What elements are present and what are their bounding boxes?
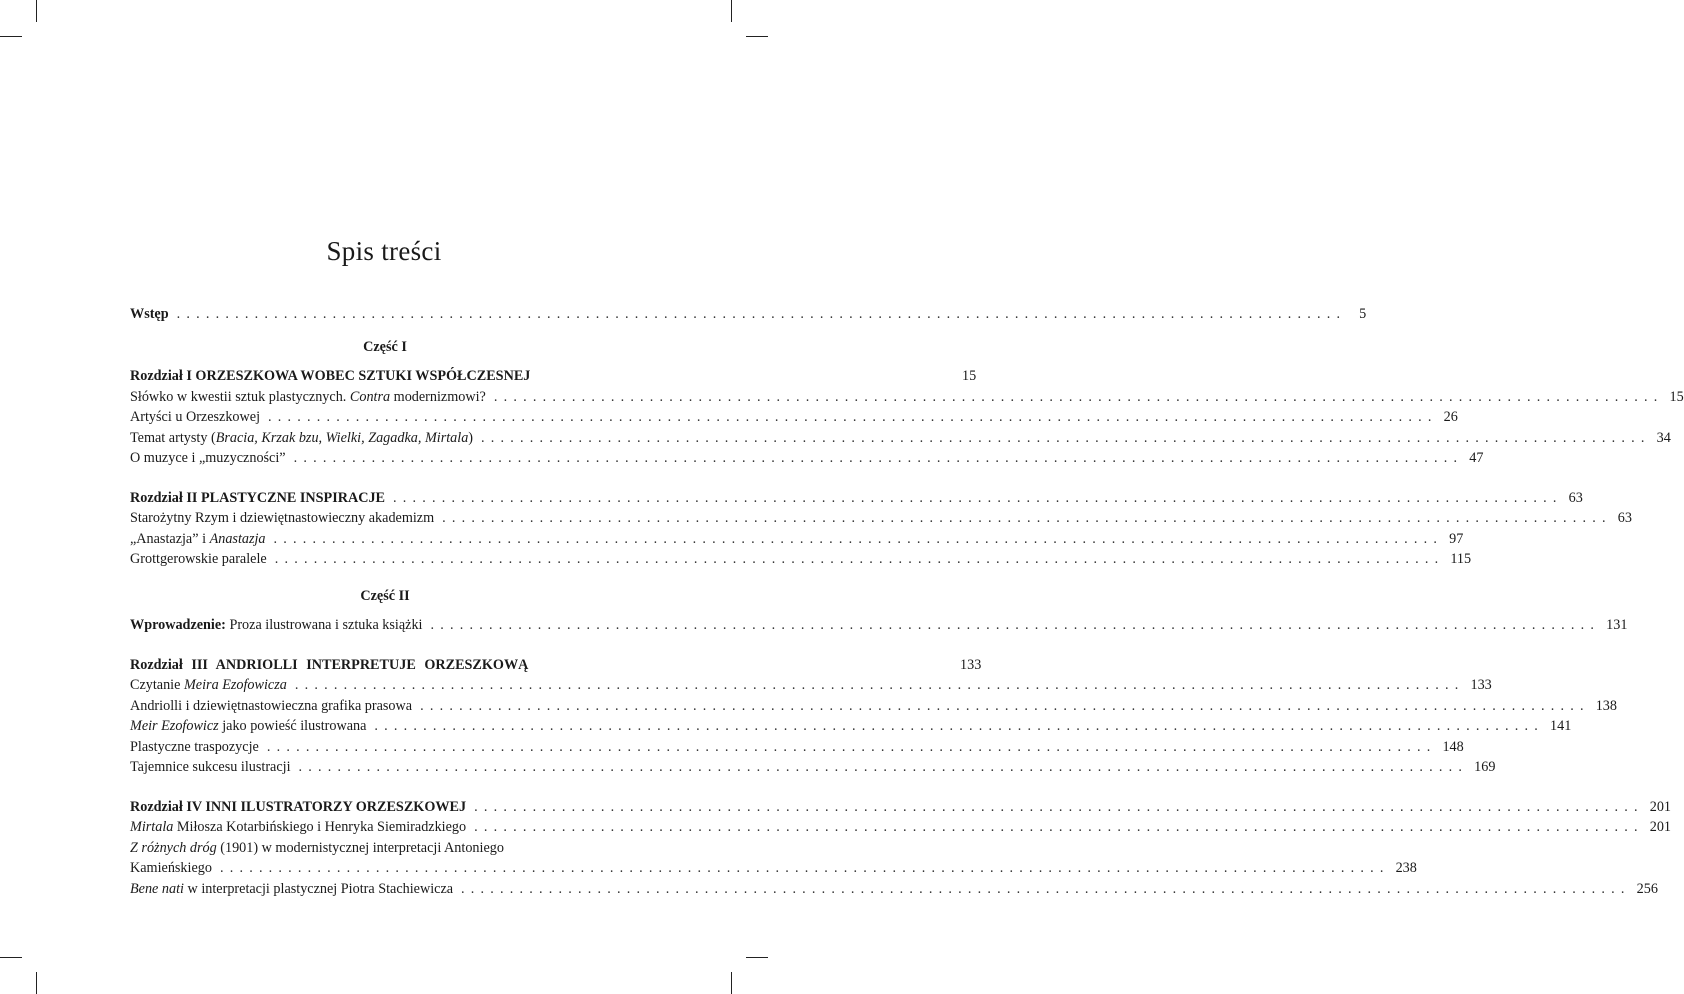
crop-mark	[746, 36, 768, 37]
dot-leader: ........................................................................................................................	[374, 718, 1545, 734]
crop-mark	[36, 972, 37, 994]
part-heading-2: Część II	[360, 587, 410, 604]
toc-item[interactable]: Czytanie Meira Ezofowicza ........................................................................................................................ 133	[130, 675, 640, 696]
toc-item[interactable]: Bene nati w interpretacji plastycznej Piotra Stachiewicza ........................................................................................................................ 256	[130, 879, 640, 900]
dot-leader: ........................................................................................................................	[442, 510, 1612, 526]
toc-page-number: 97	[1449, 530, 1464, 547]
toc-page-number: 63	[1617, 510, 1632, 526]
chapter-title: Rozdział IV INNI ILUSTRATORZY ORZESZKOWEJ	[130, 798, 467, 815]
toc-page-number: 133	[1470, 677, 1492, 693]
dot-leader: ........................................................................................................................	[298, 759, 1469, 775]
crop-mark	[36, 0, 37, 22]
dot-leader: ........................................................................................................................	[176, 306, 1347, 322]
toc-page-number: 15	[1669, 388, 1684, 405]
toc-item[interactable]: Andriolli i dziewiętnastowieczna grafika prasowa ........................................................................................................................ 138	[130, 696, 640, 717]
dot-leader: ........................................................................................................................	[294, 677, 1465, 693]
toc-item[interactable]: O muzyce i „muzyczności” ........................................................................................................................ 47	[130, 448, 640, 469]
toc-page-number: 256	[1636, 880, 1658, 897]
table-of-contents	[130, 304, 1684, 899]
dot-leader: ........................................................................................................................	[266, 738, 1437, 755]
toc-item[interactable]: „Anastazja” i Anastazja ........................................................................................................................ 97	[130, 529, 640, 550]
dot-leader: ........................................................................................................................	[268, 409, 1438, 425]
toc-item[interactable]: Tajemnice sukcesu ilustracji ........................................................................................................................ 169	[130, 757, 640, 778]
dot-leader: ........................................................................................................................	[474, 798, 1644, 815]
dot-leader: ........................................................................................................................	[493, 388, 1664, 405]
crop-mark	[731, 0, 732, 22]
toc-chapter-4[interactable]	[130, 797, 1672, 818]
toc-page-number: 201	[1649, 819, 1672, 835]
toc-page-number: 201	[1649, 798, 1672, 815]
dot-leader: ........................................................................................................................	[273, 530, 1444, 547]
toc-page-number: 63	[1568, 489, 1583, 506]
toc-page-number: 47	[1469, 450, 1484, 466]
dot-leader: ........................................................................................................................	[474, 819, 1644, 835]
toc-page-number: 169	[1474, 759, 1496, 775]
crop-mark	[731, 972, 732, 994]
chapter-title: Rozdział I ORZESZKOWA WOBEC SZTUKI WSPÓŁCZESNEJ	[130, 368, 531, 384]
toc-item-wrapped[interactable]: Z różnych dróg (1901) w modernistycznej interpretacji Antoniego	[130, 839, 504, 856]
toc-item[interactable]: Mirtala Miłosza Kotarbińskiego i Henryka Siemiradzkiego ........................................................................................................................ 201	[130, 817, 640, 838]
toc-introduction[interactable]: Wprowadzenie: Proza ilustrowana i sztuka książki ........................................................................................................................ 131	[130, 615, 640, 636]
toc-intro-label: Wstęp	[130, 306, 169, 322]
chapter-title: Rozdział III ANDRIOLLI INTERPRETUJE ORZESZKOWĄ	[130, 656, 529, 673]
toc-page-number: 15	[962, 368, 977, 384]
chapter-title: Rozdział II PLASTYCZNE INSPIRACJE	[130, 489, 386, 506]
toc-page-number: 138	[1595, 697, 1617, 714]
toc-page-number: 141	[1550, 718, 1572, 734]
toc-page-number: 34	[1656, 429, 1671, 446]
page-title: Spis treści	[326, 236, 442, 266]
toc-item[interactable]: Plastyczne traspozycje ........................................................................................................................ 148	[130, 737, 640, 758]
dot-leader: ........................................................................................................................	[430, 617, 1601, 633]
toc-item[interactable]: Słówko w kwestii sztuk plastycznych. Contra modernizmowi? ........................................................................................................................ 15	[130, 387, 640, 408]
dot-leader: ........................................................................................................................	[293, 450, 1464, 466]
dot-leader: ........................................................................................................................	[274, 551, 1445, 567]
toc-page-number: 133	[960, 656, 982, 673]
dot-leader: ........................................................................................................................	[481, 429, 1651, 446]
toc-item[interactable]: Artyści u Orzeszkowej ........................................................................................................................ 26	[130, 407, 640, 428]
crop-mark	[746, 957, 768, 958]
toc-chapter-2[interactable]	[130, 488, 1583, 509]
toc-item[interactable]: Grottgerowskie paralele ........................................................................................................................ 115	[130, 549, 640, 570]
toc-item-wrapped-end[interactable]: Kamieńskiego ........................................................................................................................ 238	[130, 858, 640, 879]
toc-chapter-1[interactable]	[130, 366, 977, 387]
dot-leader: ........................................................................................................................	[420, 697, 1590, 714]
toc-page-number: 115	[1450, 551, 1472, 567]
toc-page-number: 148	[1442, 738, 1464, 755]
toc-page-number: 238	[1395, 860, 1417, 876]
toc-item[interactable]: Temat artysty (Bracia, Krzak bzu, Wielki, Zagadka, Mirtala) ........................................................................................................................ 34	[130, 428, 640, 449]
crop-mark	[0, 36, 22, 37]
toc-page-number: 131	[1606, 617, 1628, 633]
toc-item[interactable]: Meir Ezofowicz jako powieść ilustrowana ........................................................................................................................ 141	[130, 716, 640, 737]
toc-page-number: 26	[1443, 409, 1458, 425]
dot-leader: ........................................................................................................................	[461, 880, 1631, 897]
crop-mark	[0, 957, 22, 958]
toc-chapter-3[interactable]	[130, 655, 982, 676]
dot-leader: ........................................................................................................................	[393, 489, 1563, 506]
dot-leader: ........................................................................................................................	[219, 860, 1390, 876]
toc-item[interactable]: Starożytny Rzym i dziewiętnastowieczny akademizm ........................................................................................................................ 63	[130, 508, 640, 529]
toc-page-number: 5	[1359, 306, 1367, 322]
toc-intro[interactable]	[130, 304, 1367, 325]
part-heading-1: Część I	[363, 338, 407, 355]
